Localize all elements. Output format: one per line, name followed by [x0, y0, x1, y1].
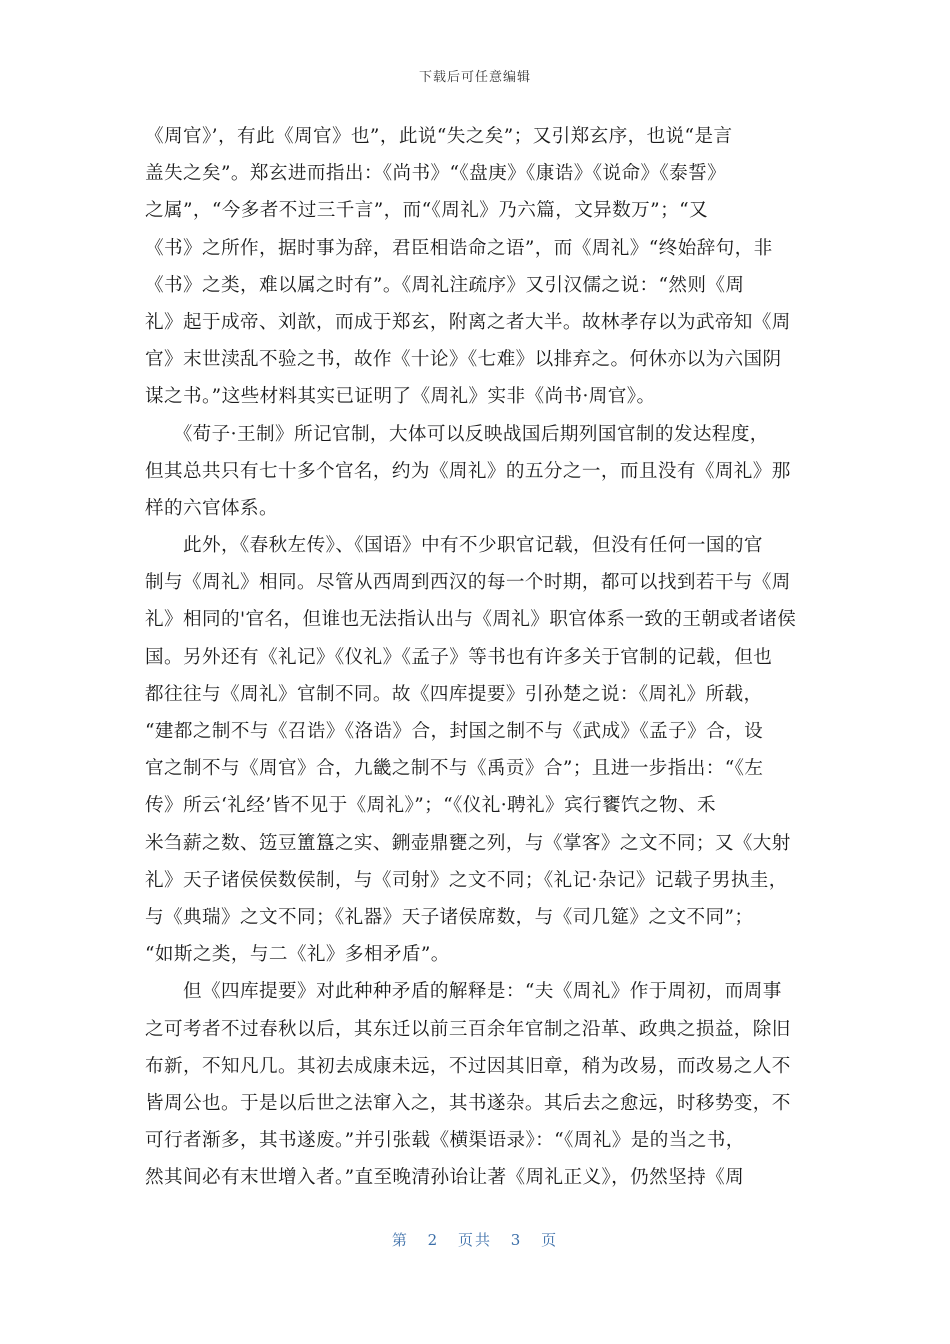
text-line: 可行者渐多，其书遂废。”并引张载《横渠语录》：“《周礼》是的当之书， [145, 1130, 745, 1152]
text-line: 礼》相同的'官名，但谁也无法指认出与《周礼》职官体系一致的王朝或者诸侯 [145, 609, 797, 631]
text-line: 《荀子·王制》所记官制，大体可以反映战国后期列国官制的发达程度， [145, 423, 769, 445]
text-line: 之属”，“今多者不过三千言”，而“《周礼》乃六篇，文异数万”；“又 [145, 200, 708, 222]
text-line: 米刍薪之数、笾豆簠簋之实、鉶壶鼎甕之列，与《掌客》之文不同；又《大射 [145, 832, 791, 854]
text-line: 《书》之所作，据时事为辞，君臣相诰命之语”，而《周礼》“终始辞句，非 [145, 237, 773, 259]
text-line: 布新，不知凡几。其初去成康未远，不过因其旧章，稍为改易，而改易之人不 [145, 1055, 791, 1077]
text-line: 样的六官体系。 [145, 497, 278, 519]
text-line: 谋之书。”这些材料其实已证明了《周礼》实非《尚书·周官》。 [145, 386, 656, 408]
text-line: “如斯之类，与二《礼》多相矛盾”。 [145, 944, 450, 966]
text-line: 之可考者不过春秋以后，其东迁以前三百余年官制之沿革、政典之损益，除旧 [145, 1018, 791, 1040]
text-line: 官》末世渎乱不验之书，故作《十论》《七难》以排弃之。何休亦以为六国阴 [145, 349, 782, 371]
text-line: 盖失之矣”。郑玄进而指出：《尚书》“《盘庚》《康诰》《说命》《泰誓》 [145, 163, 727, 185]
text-line: 《书》之类，难以属之时有”。《周礼注疏序》又引汉儒之说：“然则《周 [145, 274, 745, 296]
text-line: 此外，《春秋左传》、《国语》中有不少职官记载，但没有任何一国的官 [145, 535, 763, 557]
text-line: 与《典瑞》之文不同；《礼器》天子诸侯席数，与《司几筵》之文不同”； [145, 906, 754, 928]
text-line: 皆周公也。于是以后世之法窜入之，其书遂杂。其后去之愈远，时移势变，不 [145, 1092, 791, 1114]
text-line: 国。另外还有《礼记》《仪礼》《孟子》等书也有许多关于官制的记载，但也 [145, 646, 773, 668]
text-line: 然其间必有末世增入者。”直至晚清孙诒让著《周礼正义》，仍然坚持《周 [145, 1167, 745, 1189]
document-body [145, 118, 805, 1196]
text-line: 《周官》’，有此《周官》也”，此说“失之矣”；又引郑玄序，也说“是言 [145, 126, 733, 147]
text-line: 传》所云‘礼经’皆不见于《周礼》”；“《仪礼·聘礼》宾行饔饩之物、禾 [145, 795, 716, 817]
text-line: 礼》起于成帝、刘歆，而成于郑玄，附离之者大半。故林孝存以为武帝知《周 [145, 311, 791, 333]
text-line: 但《四库提要》对此种种矛盾的解释是：“夫《周礼》作于周初，而周事 [145, 981, 782, 1003]
text-line: 但其总共只有七十多个官名，约为《周礼》的五分之一，而且没有《周礼》那 [145, 460, 791, 482]
text-line: 制与《周礼》相同。尽管从西周到西汉的每一个时期，都可以找到若干与《周 [145, 572, 791, 594]
text-line: 官之制不与《周官》合，九畿之制不与《禹贡》合”；且进一步指出：“《左 [145, 758, 764, 780]
page-footer: 第 2 页共 3 页 [391, 1231, 559, 1249]
text-line: 都往往与《周礼》官制不同。故《四库提要》引孙楚之说：《周礼》所载， [145, 683, 763, 705]
text-line: 礼》天子诸侯侯数侯制，与《司射》之文不同；《礼记·杂记》记载子男执圭， [145, 869, 788, 891]
page-header: 下载后可任意编辑 [418, 70, 531, 85]
text-line: “建都之制不与《召诰》《洛诰》合，封国之制不与《武成》《孟子》合，设 [145, 721, 764, 742]
